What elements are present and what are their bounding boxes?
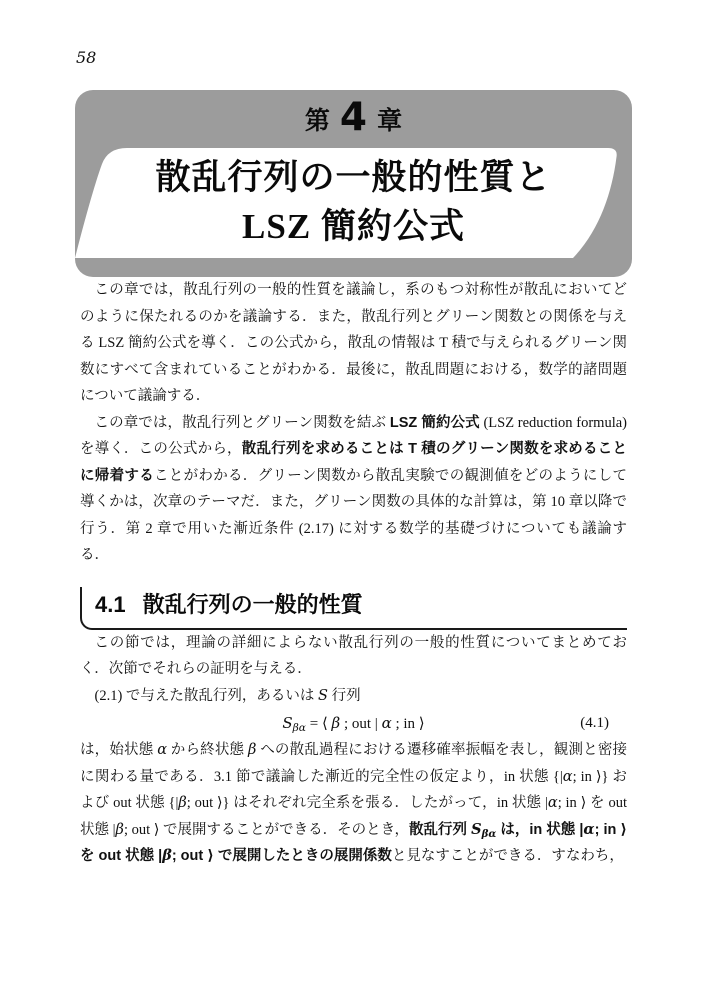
section-title: 散乱行列の一般的性質 <box>142 591 363 617</box>
equation-body: $S_{\beta\alpha}$ = ⟨ β ; out | α ; in ⟩ <box>282 713 425 734</box>
chapter-suffix: 章 <box>377 107 403 135</box>
section-paragraph-1: この節では，理論の詳細によらない散乱行列の一般的性質についてまとめておく．次節でそれらの証明を与える． <box>80 634 627 677</box>
chapter-banner <box>75 90 632 277</box>
page-number: 58 <box>76 48 97 67</box>
intro-paragraph-1: この章では，散乱行列の一般的性質を議論し，系のもつ対称性が散乱においてどのように保たれるのかを議論する．また，散乱行列とグリーン関数との関係を与える LSZ 簡約公式を導く．この公式から，散乱の情報は T 積で与えられるグリーン関数にすべて含まれていることがわかる．最後に，散乱問題における，数学的諸問題について議論する． <box>80 282 627 404</box>
section-paragraph-3: は，始状態 α から終状態 β への散乱過程における遷移確率振幅を表し，観測と密接に関わる量である．3.1 節で議論した漸近的完全性の仮定より，in 状態 {|α; in ⟩} および out 状態 {|β; out ⟩} はそれぞれ完全系を張る．したがって，in 状態 |α; in ⟩ を out 状態 |β; out ⟩ で展開することができる．そのとき，散乱行列 $S_{\beta\alpha}$ は，in 状態 |α; in ⟩ を out 状態 |β; out ⟩ で展開したときの展開係数と見なすことができる．すなわち， <box>80 742 628 864</box>
equation-4-1 <box>80 709 627 737</box>
chapter-number: 4 <box>339 94 368 140</box>
chapter-title-line1: 散乱行列の一般的性質と <box>155 158 552 197</box>
chapter-prefix: 第 <box>304 107 330 135</box>
chapter-title-line2: LSZ 簡約公式 <box>242 207 465 246</box>
section-number: 4.1 <box>95 591 126 617</box>
equation-number: (4.1) <box>580 715 609 731</box>
chapter-label <box>75 90 632 148</box>
page-content <box>80 277 627 870</box>
intro-paragraph-2: この章では，散乱行列とグリーン関数を結ぶ LSZ 簡約公式 (LSZ reduction formula) を導く．この公式から，散乱行列を求めることは T 積のグリーン関数を求めることに帰着することがわかる．グリーン関数から散乱実験での観測値をどのようにして導くかは，次章のテーマだ．また，グリーン関数の具体的な計算は，第 10 章以降で行う．第 2 章で用いた漸近条件 (2.17) に対する数学的基礎づけについても議論する． <box>80 414 628 563</box>
chapter-title <box>75 148 632 256</box>
section-heading <box>80 587 627 630</box>
section-paragraph-2: (2.1) で与えた散乱行列，あるいは S 行列 <box>94 687 361 704</box>
